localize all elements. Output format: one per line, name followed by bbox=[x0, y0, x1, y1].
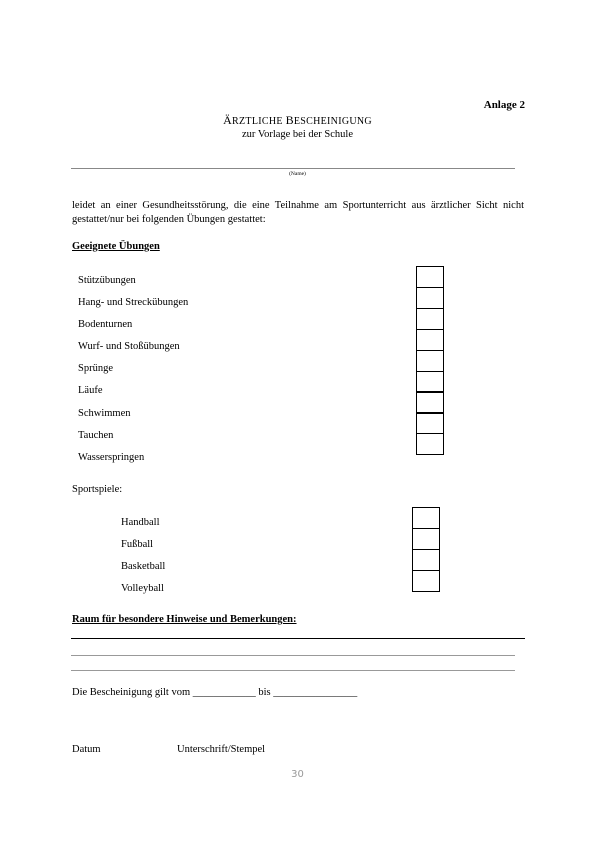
validity-from-blank[interactable]: ____________ bbox=[192, 687, 256, 698]
exercise-item: Wasserspringen bbox=[78, 451, 145, 463]
sports-games-checkbox-column bbox=[412, 507, 440, 592]
checkbox-basketball[interactable] bbox=[412, 549, 440, 571]
exercise-item: Läufe bbox=[78, 385, 103, 397]
exercise-item: Tauchen bbox=[78, 429, 114, 441]
remarks-divider bbox=[71, 638, 525, 639]
name-field-line[interactable] bbox=[71, 168, 515, 169]
checkbox-fussball[interactable] bbox=[412, 528, 440, 550]
checkbox-volleyball[interactable] bbox=[412, 570, 440, 592]
checkbox-stuetzuebungen[interactable] bbox=[416, 266, 444, 288]
validity-to-blank[interactable]: ________________ bbox=[273, 687, 358, 698]
name-field-label: (Name) bbox=[289, 171, 306, 177]
document-subtitle: zur Vorlage bei der Schule bbox=[242, 129, 353, 140]
title-smallcaps-1: RZTLICHE bbox=[232, 116, 286, 127]
exercise-item: Sprünge bbox=[78, 363, 113, 375]
exercise-item: Schwimmen bbox=[78, 407, 131, 419]
sports-game-item: Handball bbox=[121, 517, 160, 528]
document-title bbox=[0, 113, 595, 128]
title-smallcaps-2: ESCHEINIGUNG bbox=[293, 116, 372, 127]
sports-game-item: Volleyball bbox=[121, 583, 164, 594]
intro-paragraph: leidet an einer Gesundheitsstörung, die eine Teilnahme am Sportunterricht aus ärztlicher Sicht nicht gestattet/nur bei folgenden Übungen gestattet: bbox=[72, 200, 524, 225]
exercise-list bbox=[78, 270, 448, 469]
checkbox-spruenge[interactable] bbox=[416, 350, 444, 372]
sports-games-list bbox=[121, 512, 401, 600]
checkbox-wasserspringen[interactable] bbox=[416, 433, 444, 455]
title-initial-2: B bbox=[285, 113, 294, 127]
exercise-item: Hang- und Streckübungen bbox=[78, 297, 189, 309]
exercise-item: Bodenturnen bbox=[78, 319, 133, 331]
sports-game-item: Basketball bbox=[121, 561, 166, 572]
validity-to-label: bis bbox=[258, 687, 271, 698]
exercise-checkbox-column bbox=[416, 266, 444, 455]
checkbox-laeufe[interactable] bbox=[416, 371, 444, 393]
exercise-item: Wurf- und Stoßübungen bbox=[78, 341, 180, 353]
exercises-heading: Geeignete Übungen bbox=[72, 241, 160, 252]
remarks-heading: Raum für besondere Hinweise und Bemerkungen: bbox=[72, 614, 297, 625]
signature-label: Unterschrift/Stempel bbox=[177, 744, 266, 755]
page-number: 30 bbox=[291, 769, 304, 780]
remarks-line-2[interactable] bbox=[71, 670, 515, 671]
checkbox-schwimmen[interactable] bbox=[416, 391, 444, 413]
annex-label: Anlage 2 bbox=[483, 99, 525, 111]
validity-from-label: Die Bescheinigung gilt vom bbox=[72, 687, 191, 698]
checkbox-handball[interactable] bbox=[412, 507, 440, 529]
checkbox-bodenturnen[interactable] bbox=[416, 308, 444, 330]
sports-game-item: Fußball bbox=[121, 539, 154, 550]
sports-games-heading: Sportspiele: bbox=[72, 484, 123, 495]
checkbox-wurf-stossuebungen[interactable] bbox=[416, 329, 444, 351]
title-initial-1: Ä bbox=[223, 113, 233, 127]
date-label: Datum bbox=[72, 744, 101, 755]
exercise-item: Stützübungen bbox=[78, 275, 136, 286]
validity-line bbox=[72, 687, 357, 698]
remarks-line-1[interactable] bbox=[71, 655, 515, 656]
checkbox-tauchen[interactable] bbox=[416, 412, 444, 434]
checkbox-hang-streckuebungen[interactable] bbox=[416, 287, 444, 309]
